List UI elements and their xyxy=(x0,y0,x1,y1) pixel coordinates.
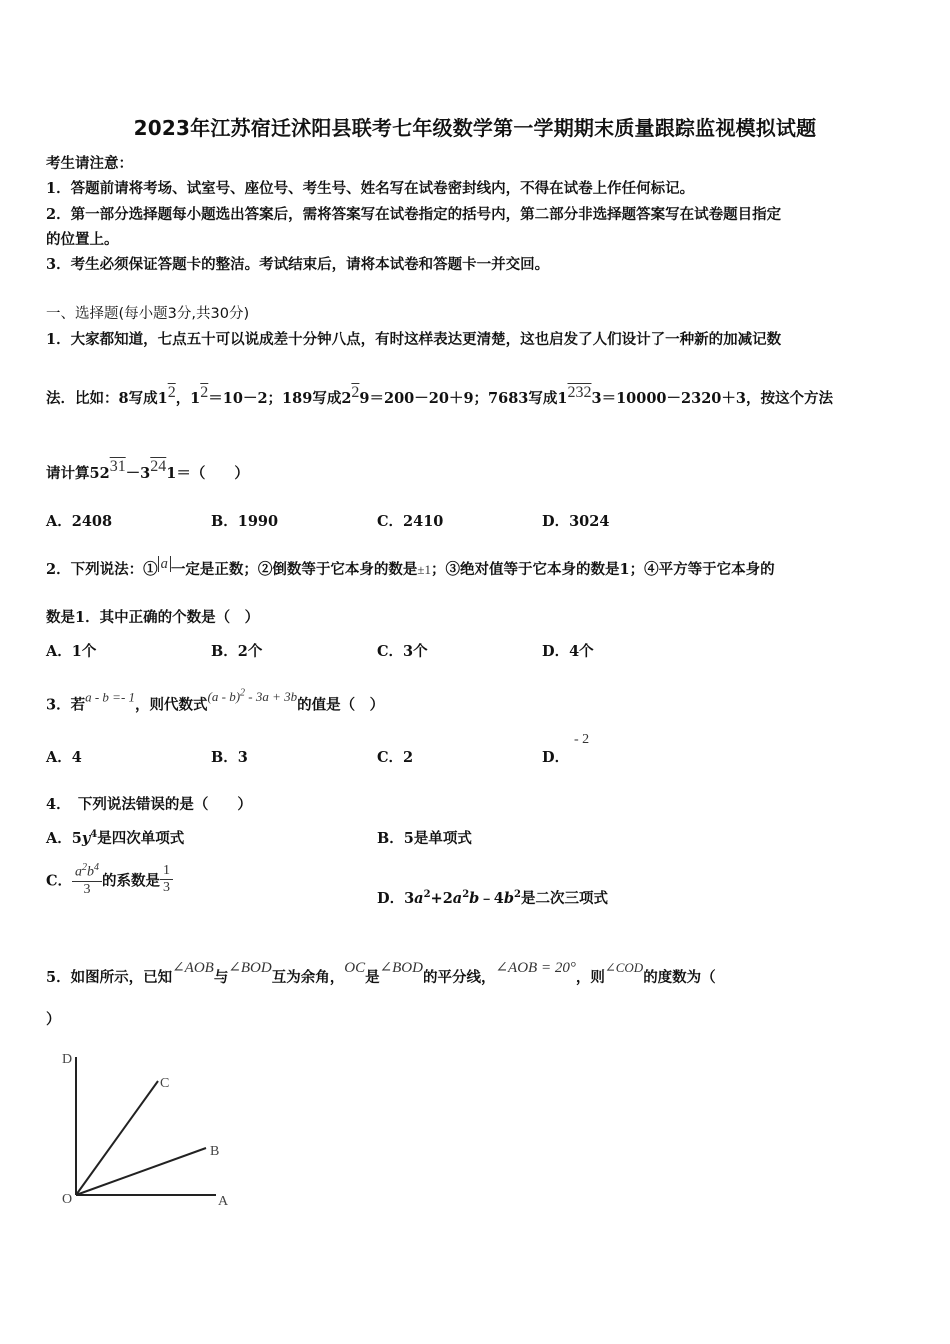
q2-stem-line1: 2．下列说法：① a 一定是正数；②倒数等于它本身的数是±1；③绝对值等于它本身的数是1；④平方等于它本身的 xyxy=(46,556,775,578)
q4-stem: 4． 下列说法错误的是（ ） xyxy=(46,796,252,813)
q1-option-c[interactable]: C．2410 xyxy=(377,513,444,530)
label-d: D xyxy=(62,1052,73,1067)
q1-stem-line2: 法．比如：8写成12，12＝10－2；189写成229＝200－20＋9；7683写成12323＝10000－2320＋3，按这个方法 xyxy=(46,384,833,407)
q1-overline-digits: 31 xyxy=(109,458,126,475)
q3-option-d-value: - 2 xyxy=(574,732,590,747)
q1-stem-line1: 1．大家都知道，七点五十可以说成差十分钟八点，有时这样表达更清楚，这也启发了人们设计了一种新的加减记数 xyxy=(46,331,782,348)
q3-option-a[interactable]: A．4 xyxy=(46,749,82,766)
label-a: A xyxy=(218,1194,229,1209)
q1-overline-digits: 232 xyxy=(567,384,592,401)
label-o: O xyxy=(62,1192,73,1207)
ray-oc xyxy=(76,1081,158,1195)
q2-stem-line2: 数是1．其中正确的个数是（ ） xyxy=(46,609,260,626)
notice-item-2-cont: 的位置上。 xyxy=(46,231,119,248)
q2-option-d[interactable]: D．4个 xyxy=(542,643,594,660)
q4-option-d[interactable]: D．$3a^2+2a^2b﹣4b^2$是二次三项式 xyxy=(377,889,609,907)
notice-item-3: 3．考生必须保证答题卡的整洁。考试结束后，请将本试卷和答题卡一并交回。 xyxy=(46,256,550,273)
q3-option-d[interactable]: D． xyxy=(542,749,570,766)
q1-overline-digits: 24 xyxy=(150,458,167,475)
q5-stem-line1: 5．如图所示，已知∠AOB与∠BOD互为余角，OC是∠BOD的平分线，∠AOB = 20°，则∠COD的度数为（ xyxy=(46,960,716,986)
q3-stem: 3．若a - b =- 1，则代数式(a - b)$^2$ - 3a + 3b的值是（ ） xyxy=(46,688,385,714)
q1-option-a[interactable]: A．2408 xyxy=(46,513,113,530)
label-c: C xyxy=(160,1076,170,1091)
ray-ob xyxy=(76,1148,206,1195)
q1-stem-line3: 请计算5231－3241＝（ ） xyxy=(46,458,249,482)
section-heading: 一、选择题(每小题3分,共30分) xyxy=(46,306,250,322)
q4-c-fraction: $\frac{a^2b^4}{3}$ xyxy=(72,862,102,898)
q1-overline-digit: 2 xyxy=(200,384,209,401)
q1-option-b[interactable]: B．1990 xyxy=(211,513,279,530)
angle-figure xyxy=(50,1045,250,1215)
q3-expression: (a - b)$^2$ - 3a + 3b xyxy=(207,688,298,705)
q3-condition: a - b =- 1 xyxy=(85,689,136,705)
q2-option-c[interactable]: C．3个 xyxy=(377,643,428,660)
q2-option-b[interactable]: B．2个 xyxy=(211,643,263,660)
q2-abs-value: a xyxy=(158,556,171,572)
q1-overline-digit: 2 xyxy=(351,384,360,401)
notice-heading: 考生请注意： xyxy=(46,155,133,172)
notice-item-1: 1．答题前请将考场、试室号、座位号、考生号、姓名写在试卷密封线内，不得在试卷上作任何标记。 xyxy=(46,180,695,197)
q1-overline-digit: 2 xyxy=(167,384,176,401)
q4-option-a[interactable]: A．$5y^4$是四次单项式 xyxy=(46,829,185,847)
q4-option-c[interactable]: C． $\frac{a^2b^4}{3}$ 的系数是 $\frac{1}{3}$ xyxy=(46,862,173,898)
q4-option-b[interactable]: B．5是单项式 xyxy=(377,830,472,847)
notice-item-2: 2．第一部分选择题每小题选出答案后，需将答案写在试卷指定的括号内，第二部分非选择题答案写在试卷题目指定 xyxy=(46,206,782,223)
q1-option-d[interactable]: D．3024 xyxy=(542,513,610,530)
q3-option-c[interactable]: C．2 xyxy=(377,749,414,766)
label-b: B xyxy=(210,1144,220,1159)
q3-option-b[interactable]: B．3 xyxy=(211,749,248,766)
page-title: 2023年江苏宿迁沭阳县联考七年级数学第一学期期末质量跟踪监视模拟试题 xyxy=(133,116,817,140)
q5-stem-line2: ） xyxy=(46,1011,61,1028)
q2-option-a[interactable]: A．1个 xyxy=(46,643,97,660)
